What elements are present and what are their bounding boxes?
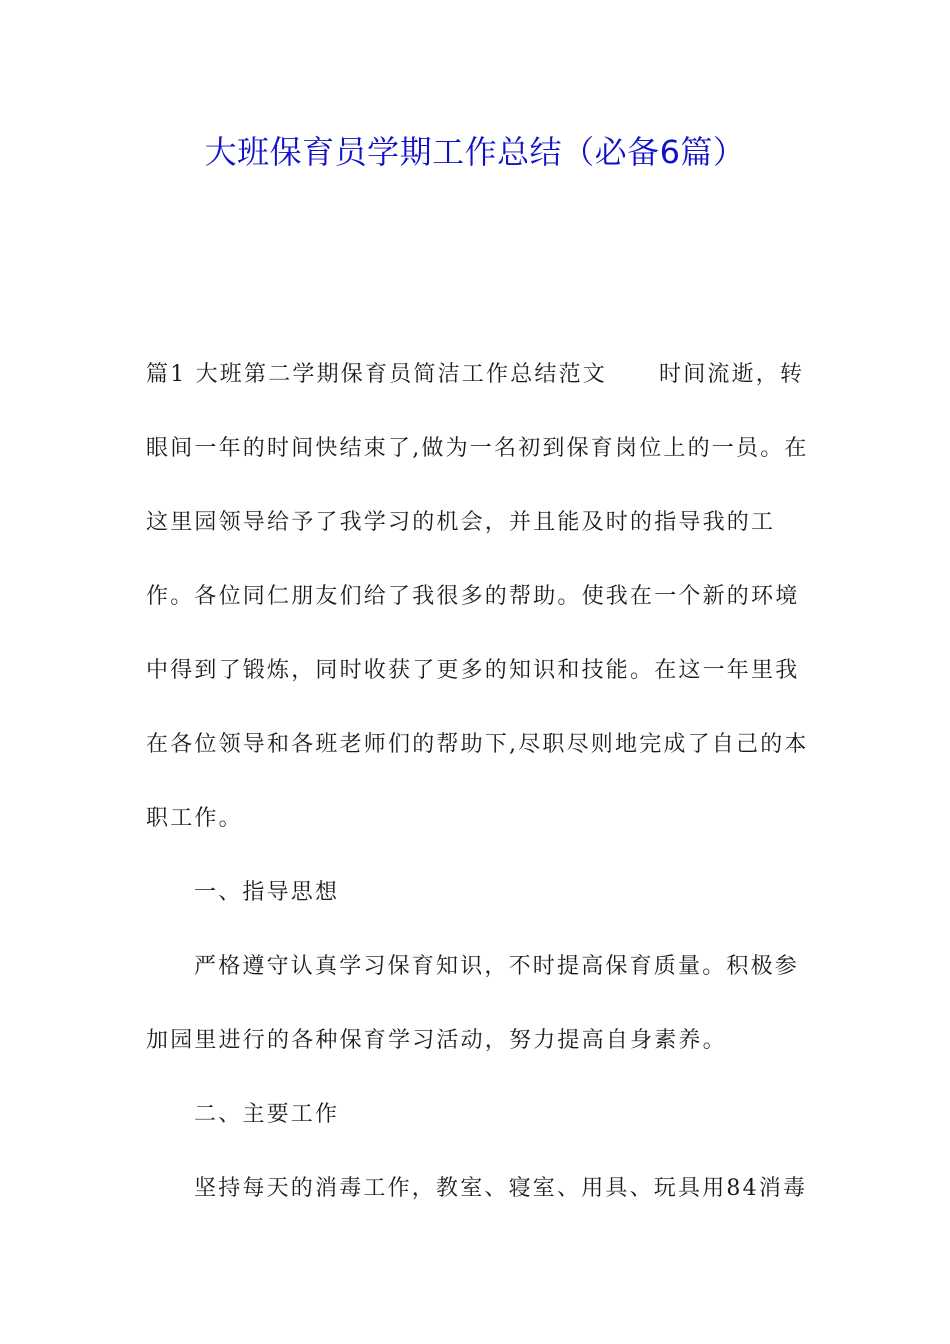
section-paragraph-guiding-thought: 严格遵守认真学习保育知识，不时提高保育质量。积极参加园里进行的各种保育学习活动，努力提高自身素养。 bbox=[146, 954, 800, 1053]
document-title: 大班保育员学期工作总结（必备6篇） bbox=[204, 133, 746, 171]
intro-text: 时间流逝，转眼间一年的时间快结束了,做为一名初到保育岗位上的一员。在这里园领导给予了我学习的机会，并且能及时的指导我的工作。各位同仁朋友们给了我很多的帮助。使我在一个新的环境中得到了锻炼，同时收获了更多的知识和技能。在这一年里我在各位领导和各班老师们的帮助下,尽职尽则地完成了自己的本职工作。 bbox=[146, 362, 809, 831]
section-paragraph-main-work: 坚持每天的消毒工作，教室、寝室、用具、玩具用84消毒 bbox=[194, 1176, 808, 1201]
document-body bbox=[146, 338, 812, 1226]
intro-paragraph bbox=[146, 338, 812, 856]
intro-heading: 篇1 大班第二学期保育员简洁工作总结范文 bbox=[146, 362, 607, 387]
section-heading-guiding-thought: 一、指导思想 bbox=[194, 880, 340, 905]
section-heading-main-work: 二、主要工作 bbox=[194, 1102, 340, 1127]
